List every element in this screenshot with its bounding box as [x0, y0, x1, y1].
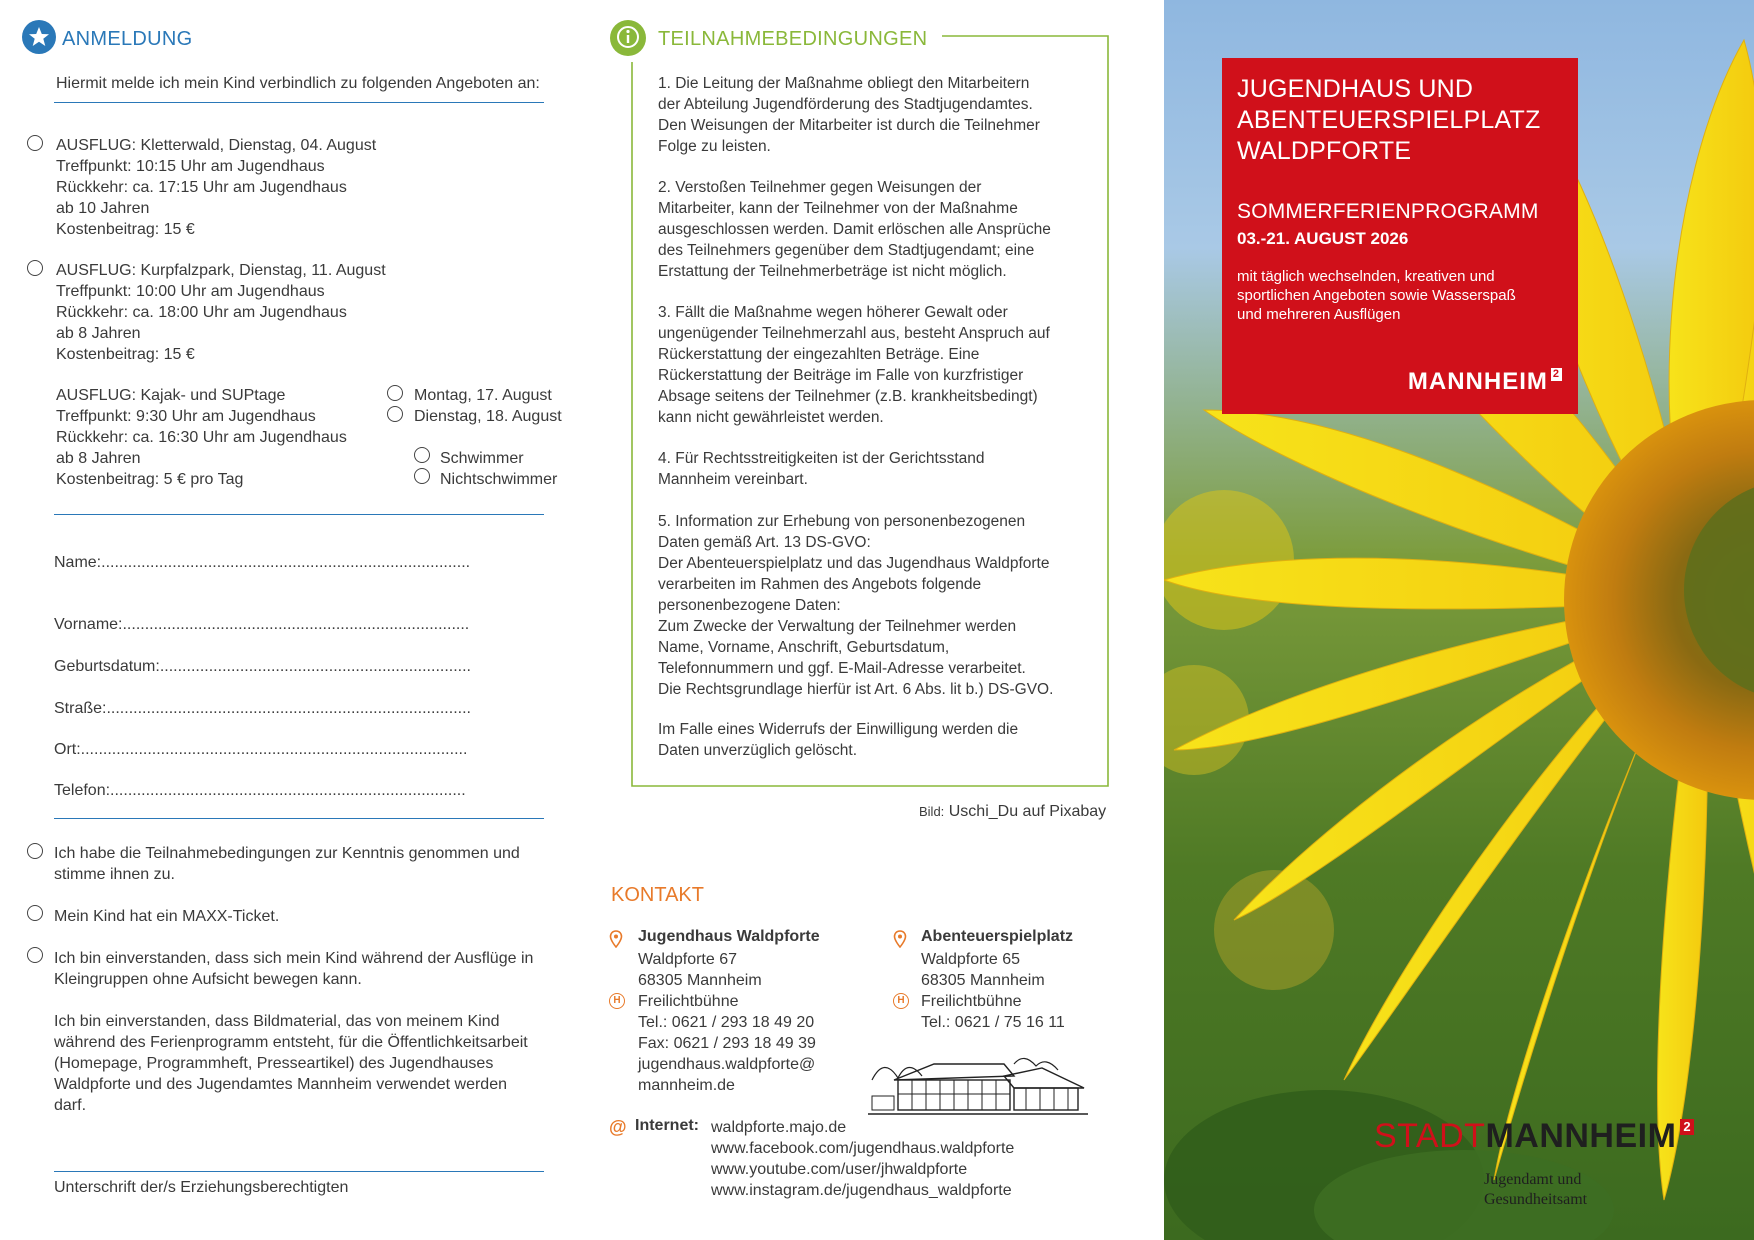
geburtsdatum-field[interactable]: Geburtsdatum:...................................................................... — [54, 658, 471, 675]
consent-maxx-radio[interactable] — [27, 905, 43, 921]
jugendhaus-stop: Freilichtbühne — [638, 993, 739, 1010]
divider — [54, 818, 544, 819]
mannheim-logo-text: MANNHEIM — [1407, 368, 1548, 395]
jugendhaus-details[interactable]: Tel.: 0621 / 293 18 49 20 Fax: 0621 / 293 18 49 39 jugendhaus.waldpforte@ mannheim.de — [638, 1014, 816, 1094]
name-field[interactable]: Name:................................................................................... — [54, 554, 471, 571]
consent-maxx-text: Mein Kind hat ein MAXX-Ticket. — [54, 908, 280, 925]
photo-consent-text: Ich bin einverstanden, dass Bildmaterial, das von meinem Kind während des Ferienprogramm entsteht, für die Öffentlichkeitsarbeit (Homepage, Programmheft, Presseartikel) des Jugendhauses Waldpforte und des Jugendamtes Mannheim verwendet werden darf. — [54, 1013, 528, 1114]
offer-2-radio[interactable] — [27, 260, 43, 276]
consent-conditions-radio[interactable] — [27, 843, 43, 859]
strasse-field[interactable]: Straße:.................................................................................. — [54, 700, 471, 717]
condition-3: 3. Fällt die Maßnahme wegen höherer Gewalt oder ungenügender Teilnehmerzahl aus, besteht Anspruch auf Rückerstattung der eingezahlten Beträge. Eine Rückerstattung der Beiträge im Falle von kurzfristiger Absage seitens der Teilnehmer (z.B. krankheitsbedingt) kann nicht gewährleistet werden. — [658, 304, 1050, 426]
internet-links[interactable]: waldpforte.majo.de www.facebook.com/jugendhaus.waldpforte www.youtube.com/user/jhwaldpforte www.instagram.de/jugendhaus_waldpforte — [711, 1119, 1015, 1199]
anmeldung-heading: ANMELDUNG — [62, 28, 193, 50]
stadt-mannheim-logo — [1374, 1117, 1694, 1156]
mannheim-logo-sup: 2 — [1552, 368, 1560, 380]
anmeldung-intro: Hiermit melde ich mein Kind verbindlich zu folgenden Angeboten an: — [56, 75, 540, 92]
mannheim-logo — [1408, 368, 1562, 396]
ort-field[interactable]: Ort:....................................................................................... — [54, 741, 468, 758]
building-sketch-image — [864, 1050, 1092, 1116]
consent-groups-text: Ich bin einverstanden, dass sich mein Kind während der Ausflüge in Kleingruppen ohne Aufsicht bewegen kann. — [54, 950, 534, 988]
cover-title-box — [1222, 58, 1578, 414]
condition-5: 5. Information zur Erhebung von personenbezogenen Daten gemäß Art. 13 DS-GVO: Der Abenteuerspielplatz und das Jugendhaus Waldpforte verarbeiten im Rahmen des Angebots folgende personenbezogene Daten: Zum Zwecke der Verwaltung der Teilnehmer werden Name, Vorname, Anschrift, Geburtsdatum, Telefonnummern und ggf. E-Mail-Adresse verarbeitet. Die Rechtsgrundlage hierfür ist Art. 6 Abs. lit b.) DS-GVO. — [658, 513, 1054, 698]
cover-description: mit täglich wechselnden, kreativen und sportlichen Angeboten sowie Wasserspaß und mehreren Ausflügen — [1237, 268, 1516, 323]
internet-label: Internet: — [635, 1117, 699, 1134]
spielplatz-name: Abenteuerspielplatz — [921, 928, 1074, 945]
signature-line[interactable] — [54, 1171, 544, 1172]
consent-groups-radio[interactable] — [27, 947, 43, 963]
condition-1: 1. Die Leitung der Maßnahme obliegt den Mitarbeitern der Abteilung Jugendförderung des Stadtjugendamtes. Den Weisungen der Mitarbeiter ist durch die Teilnehmer Folge zu leisten. — [658, 75, 1040, 155]
condition-6: Im Falle eines Widerrufs der Einwilligung werden die Daten unverzüglich gelöscht. — [658, 721, 1019, 759]
contact-heading: KONTAKT — [611, 884, 704, 906]
day-monday-label: Montag, 17. August — [414, 387, 552, 404]
swimmer-radio[interactable] — [414, 447, 430, 463]
image-credit-prefix: Bild: — [919, 804, 945, 819]
day-tuesday-label: Dienstag, 18. August — [414, 408, 562, 425]
logo-sup: 2 — [1680, 1119, 1693, 1135]
day-tuesday-radio[interactable] — [387, 406, 403, 422]
signature-label: Unterschrift der/s Erziehungsberechtigten — [54, 1179, 349, 1196]
location-pin-icon — [893, 930, 907, 948]
consent-conditions-text: Ich habe die Teilnahmebedingungen zur Kenntnis genommen und stimme ihnen zu. — [54, 845, 520, 883]
vorname-field[interactable]: Vorname:.............................................................................. — [54, 616, 470, 633]
conditions-heading: TEILNAHMEBEDINGUNGEN — [658, 28, 928, 50]
cover-dates: 03.-21. AUGUST 2026 — [1237, 229, 1409, 248]
location-pin-icon — [609, 930, 623, 948]
nonswimmer-radio[interactable] — [414, 468, 430, 484]
day-monday-radio[interactable] — [387, 385, 403, 401]
jugendhaus-address: Waldpforte 67 68305 Mannheim — [638, 951, 762, 989]
bus-stop-icon: H — [609, 993, 625, 1009]
cover-title: JUGENDHAUS UND ABENTEUERSPIELPLATZ WALDPFORTE — [1237, 75, 1541, 165]
logo-mannheim: MANNHEIM — [1485, 1117, 1677, 1155]
at-icon: @ — [609, 1117, 627, 1137]
condition-2: 2. Verstoßen Teilnehmer gegen Weisungen der Mitarbeiter, kann der Teilnehmer von der Maßnahme ausgeschlossen werden. Damit erlöschen alle Ansprüche des Teilnehmers gegenüber dem Stadtjugendamt; eine Erstattung der Teilnehmerbeträge ist nicht möglich. — [658, 179, 1051, 280]
bus-stop-icon: H — [893, 993, 909, 1009]
logo-department: Jugendamt und Gesundheitsamt — [1484, 1171, 1588, 1208]
star-badge-icon — [22, 20, 56, 54]
cover-program: SOMMERFERIENPROGRAMM — [1237, 200, 1539, 223]
telefon-field[interactable]: Telefon:................................................................................ — [54, 782, 466, 799]
spielplatz-address: Waldpforte 65 68305 Mannheim — [921, 951, 1045, 989]
offer-2-text: AUSFLUG: Kurpfalzpark, Dienstag, 11. August Treffpunkt: 10:00 Uhr am Jugendhaus Rückkehr: ca. 18:00 Uhr am Jugendhaus ab 8 Jahren Kostenbeitrag: 15 € — [56, 262, 386, 363]
image-credit — [919, 803, 1106, 821]
offer-3-text: AUSFLUG: Kajak- und SUPtage Treffpunkt: 9:30 Uhr am Jugendhaus Rückkehr: ca. 16:30 Uhr am Jugendhaus ab 8 Jahren Kostenbeitrag: 5 € pro Tag — [56, 387, 347, 488]
jugendhaus-name: Jugendhaus Waldpforte — [638, 928, 820, 945]
spielplatz-details: Tel.: 0621 / 75 16 11 — [921, 1014, 1065, 1031]
image-credit-text: Uschi_Du auf Pixabay — [948, 803, 1107, 820]
nonswimmer-label: Nichtschwimmer — [440, 471, 558, 488]
swimmer-label: Schwimmer — [440, 450, 524, 467]
condition-4: 4. Für Rechtsstreitigkeiten ist der Gerichtsstand Mannheim vereinbart. — [658, 450, 985, 488]
spielplatz-stop: Freilichtbühne — [921, 993, 1022, 1010]
offer-1-text: AUSFLUG: Kletterwald, Dienstag, 04. August Treffpunkt: 10:15 Uhr am Jugendhaus Rückkehr: ca. 17:15 Uhr am Jugendhaus ab 10 Jahren Kostenbeitrag: 15 € — [56, 137, 377, 238]
logo-stadt: STADT — [1374, 1117, 1486, 1155]
divider — [54, 514, 544, 515]
offer-1-radio[interactable] — [27, 135, 43, 151]
divider — [54, 102, 544, 103]
